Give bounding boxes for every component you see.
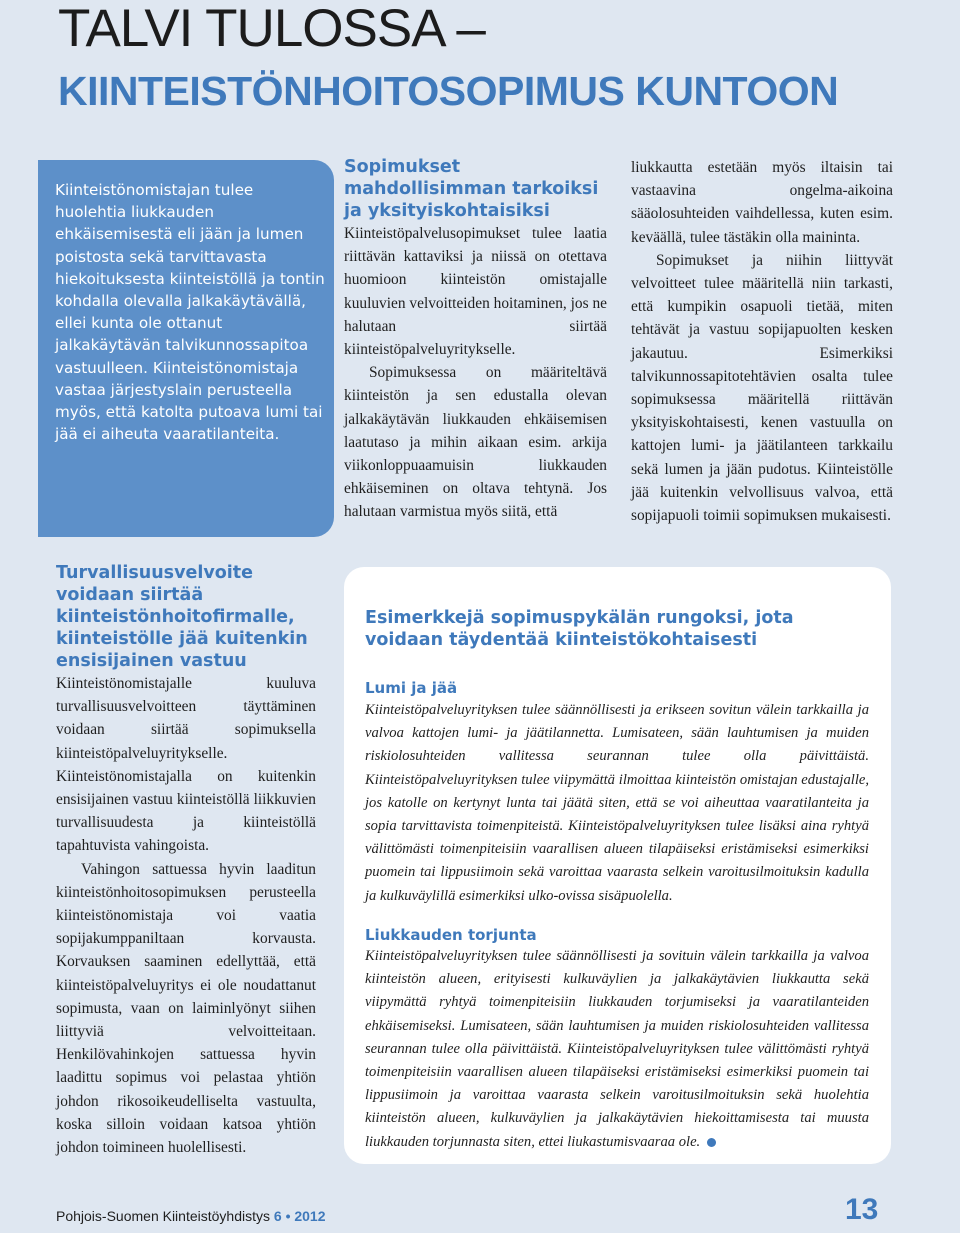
example-section-title: Lumi ja jää xyxy=(365,679,458,697)
issue-number: 6 • 2012 xyxy=(273,1208,326,1224)
left-column-paragraph: Kiinteistönomistajalle kuuluva turvallisuusvelvoitteen täyttäminen voidaan siirtää sopimuksella kiinteistöpalveluyritykselle. Kiinteistönomistajalla on kuitenkin ensisijainen vastuu kiinteistöllä liikkuvien turvallisuudesta ja kiinteistöllä tapahtuvista vahingoista. xyxy=(56,675,316,855)
page-number: 13 xyxy=(845,1193,879,1226)
middle-column-paragraph: Kiinteistöpalvelusopimukset tulee laatia riittävän kattaviksi ja niissä on otettava huomioon kiinteistön omistajalle kuuluvien velvoitteiden hoitaminen, jos ne halutaan siirtää kiinteistöpalveluyritykselle. xyxy=(344,225,607,359)
example-section-text xyxy=(365,945,869,1154)
intro-text: Kiinteistönomistajan tulee huolehtia liukkauden ehkäisemisestä eli jään ja lumen poistosta sekä tarvittavasta hiekoituksesta kiinteistöllä ja tontin kohdalla olevalla jalkakäytävällä, ellei kunta ole ottanut jalkakäytävän talvikunnossapitoa vastuulleen. Kiinteistönomistaja vastaa järjestyslain perusteella myös, että katolta putoava lumi tai jää ei aiheuta vaaratilanteita. xyxy=(55,181,325,444)
middle-column-heading: Sopimukset mahdollisimman tarkoiksi ja yksityiskohtaisiksi xyxy=(344,157,599,221)
right-column-paragraph: liukkautta estetään myös iltaisin tai vastaavina ongelma-aikoina sääolosuhteiden vaihdellessa, kuten esim. keväällä, tulee tästäkin olla maininta. xyxy=(631,159,893,246)
end-mark-icon xyxy=(707,1138,716,1147)
left-column xyxy=(56,562,316,1159)
publication-name: Pohjois-Suomen Kiinteistöyhdistys xyxy=(56,1208,270,1224)
footer xyxy=(56,1208,326,1224)
right-column-paragraph: Sopimukset ja niihin liittyvät velvoitteet tulee määritellä niin tarkasti, että kumpikin osapuoli tietää, miten tehtävät ja vastuu sopijapuolten kesken jakautuu. Esimerkiksi talvikunnossapitotehtävien osalta tulee sopimuksessa määritellä riittävän yksityiskohtaisesti, kenen vastuulla on kattojen lumi- ja jäätilanteen tarkkailu sekä lumen ja jään pudotus. Kiinteistölle jää kuitenkin velvollisuus valvoa, että sopijapuoli toimii sopimuksen mukaisesti. xyxy=(631,251,893,525)
example-section-text-content: Kiinteistöpalveluyrityksen tulee säännöllisesti ja sovituin välein tarkkailla ja valvoa kiinteistön alueen, erityisesti kulkuväylien ja jalkakäytävien liukkautta sekä viipymättä ryhtyä toimenpiteisiin liukkauden torjumiseksi ja vaaratilanteiden ehkäisemiseksi. Lumisateen, sään lauhtumisen ja muiden riskiolosuhteiden vallitessa seurannan tulee olla päivittäistä. Kiinteistöpalveluyrityksen tulee välittömästi ryhtyä toimenpiteisiin vaarallisen alueen tilapäiseksi eristämiseksi esimerkiksi puomein tai lippusiimoin ja varoittaa vaarasta selkein varoitusilmoituksin sekä huolehtia kiinteistön alueen, kulkuväylien ja jalkakäytävien hiekoittamisesta tai muusta liukkauden torjunnasta siten, ettei liukastumisvaaraa ole. xyxy=(365,948,869,1150)
example-section-text: Kiinteistöpalveluyrityksen tulee säännöllisesti ja erikseen sovitun välein tarkkailla ja valvoa kattojen lumi- ja jäätilannetta. Lumisateen, sään lauhtumisen ja muiden riskiolosuhteiden vallitessa seurannan tulee olla päivittäistä. Kiinteistöpalveluyrityksen tulee viipymättä ilmoittaa kiinteistön omistajan edustajalle, jos katolle on kertynyt lunta tai jäätä siten, että se voi aiheuttaa vaaratilanteita ja sopia tarvittavista toimenpiteistä. Kiinteistöpalveluyrityksen tulee lisäksi aina ryhtyä välittömästi toimenpiteisiin vaarallisen alueen tilapäiseksi eristämiseksi esimerkiksi puomein tai lippusiimoin sekä varoittaa vaarasta selkein varoitusilmoituksin kadulla ja kulkuväylillä esimerkiksi ulko-ovissa sisäpuolella. xyxy=(365,702,869,904)
left-column-paragraph: Vahingon sattuessa hyvin laaditun kiinteistönhoitosopimuksen perusteella kiinteistönomistaja voi vaatia sopijakumppaniltaan korvausta. Korvauksen saaminen edellyttää, että kiinteistöpalveluyritys ei ole noudattanut sopimusta, vaan on laiminlyönyt siihen liittyviä velvoitteitaan. Henkilövahinkojen sattuessa hyvin laadittu sopimus voi pelastaa yhtiön johdon rikosoikeudelliselta vastuulta, koska silloin voidaan katsoa yhtiön johdon toimineen huolellisesti. xyxy=(56,860,316,1157)
page-subtitle: KIINTEISTÖNHOITOSOPIMUS KUNTOON xyxy=(58,68,839,114)
middle-column-paragraph: Sopimuksessa on määriteltävä kiinteistön ja sen edustalla olevan jalkakäytävän liukkauden ehkäisemisen laatutaso ja mihin aikaan esim. arkija viikonloppuaamuisin liukkauden ehkäiseminen on oltava tehtynä. Jos halutaan varmistua myös siitä, että xyxy=(344,364,607,521)
page-title: TALVI TULOSSA – xyxy=(58,0,485,58)
intro-box xyxy=(38,160,334,537)
left-column-heading: Turvallisuusvelvoite voidaan siirtää kiinteistönhoitofirmalle, kiinteistölle jää kuitenkin ensisijainen vastuu xyxy=(56,563,308,671)
right-column xyxy=(631,156,893,527)
example-section-title: Liukkauden torjunta xyxy=(365,926,537,944)
middle-column xyxy=(344,156,607,524)
example-box-heading: Esimerkkejä sopimuspykälän rungoksi, jota voidaan täydentää kiinteistökohtaisesti xyxy=(365,608,794,650)
example-box xyxy=(344,567,891,1164)
